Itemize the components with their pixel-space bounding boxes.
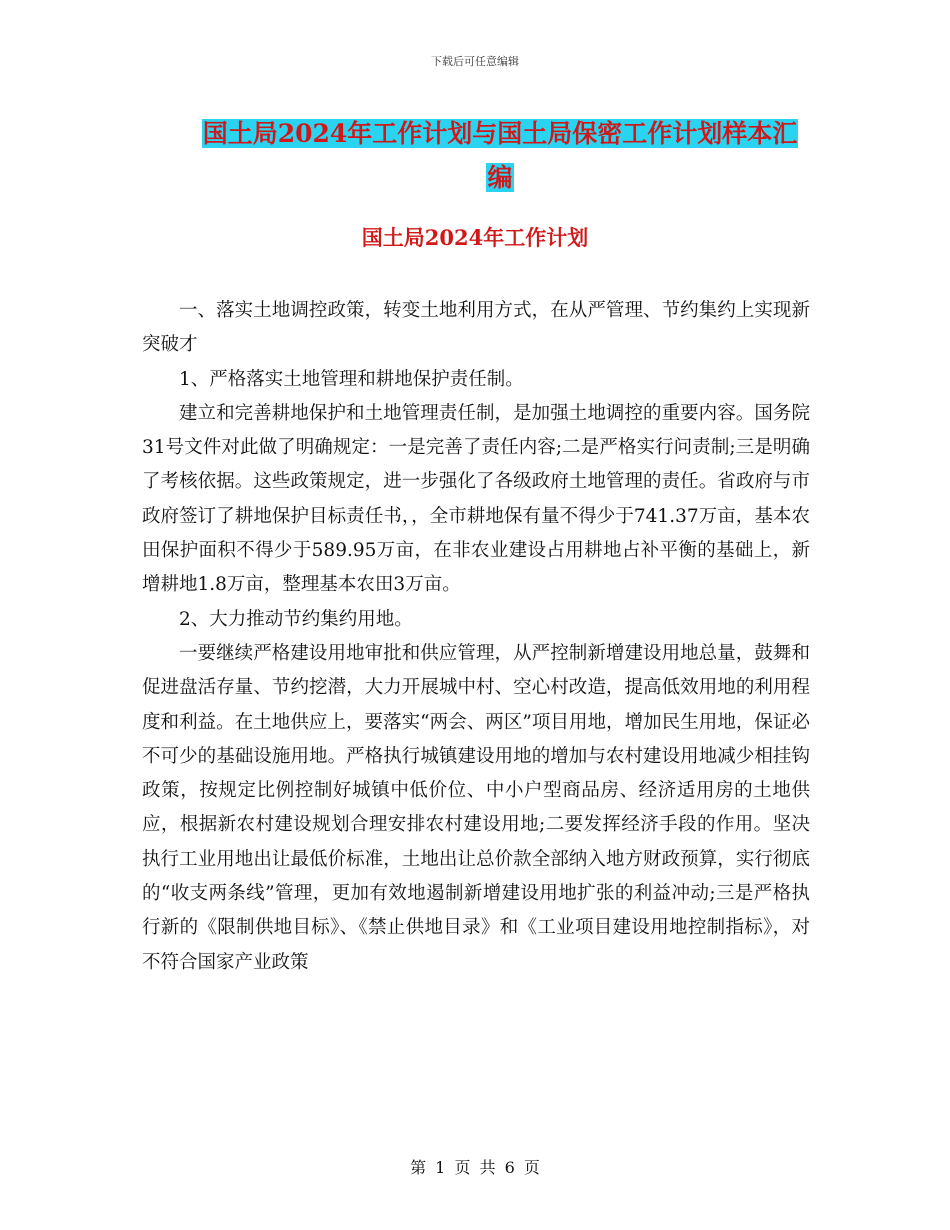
paragraph-land-use: 一要继续严格建设用地审批和供应管理，从严控制新增建设用地总量，鼓舞和促进盘活存量、节约挖潜，大力开展城中村、空心村改造，提高低效用地的利用程度和利益。在土地供应上，要落实“两会、两区”项目用地，增加民生用地，保证必不可少的基础设施用地。严格执行城镇建设用地的增加与农村建设用地减少相挂钩政策，按规定比例控制好城镇中低价位、中小户型商品房、经济适用房的土地供应，根据新农村建设规划合理安排农村建设用地;二要发挥经济手段的作用。坚决执行工业用地出让最低价标准，土地出让总价款全部纳入地方财政预算，实行彻底的“收支两条线”管理，更加有效地遏制新增建设用地扩张的利益冲动;三是严格执行新的《限制供地目标》、《禁止供地目录》和《工业项目建设用地控制指标》，对不符合国家产业政策 — [142, 642, 810, 973]
section-title: 国土局2024年工作计划 — [361, 225, 589, 250]
page-number: 第 1 页 共 6 页 — [410, 1158, 540, 1177]
paragraph-heading-2: 2、大力推动节约集约用地。 — [179, 608, 413, 630]
body-text — [142, 294, 810, 980]
paragraph-heading-1: 1、严格落实土地管理和耕地保护责任制。 — [179, 368, 524, 390]
document-title — [185, 112, 815, 200]
paragraph-intro: 一、落实土地调控政策，转变土地利用方式，在从严管理、节约集约上实现新突破才 — [142, 300, 810, 356]
document-title-line2: 编 — [487, 163, 513, 192]
document-title-line1: 国土局2024年工作计划与国土局保密工作计划样本汇 — [202, 119, 798, 148]
paragraph-responsibility: 建立和完善耕地保护和土地管理责任制，是加强土地调控的重要内容。国务院31号文件对此做了明确规定：一是完善了责任内容;二是严格实行问责制;三是明确了考核依据。这些政策规定，进一步强化了各级政府土地管理的责任。省政府与市政府签订了耕地保护目标责任书，，全市耕地保有量不得少于741.37万亩，基本农田保护面积不得少于589.95万亩，在非农业建设占用耕地占补平衡的基础上，新增耕地1.8万亩，整理基本农田3万亩。 — [142, 402, 810, 596]
header-note: 下载后可任意编辑 — [431, 55, 519, 68]
